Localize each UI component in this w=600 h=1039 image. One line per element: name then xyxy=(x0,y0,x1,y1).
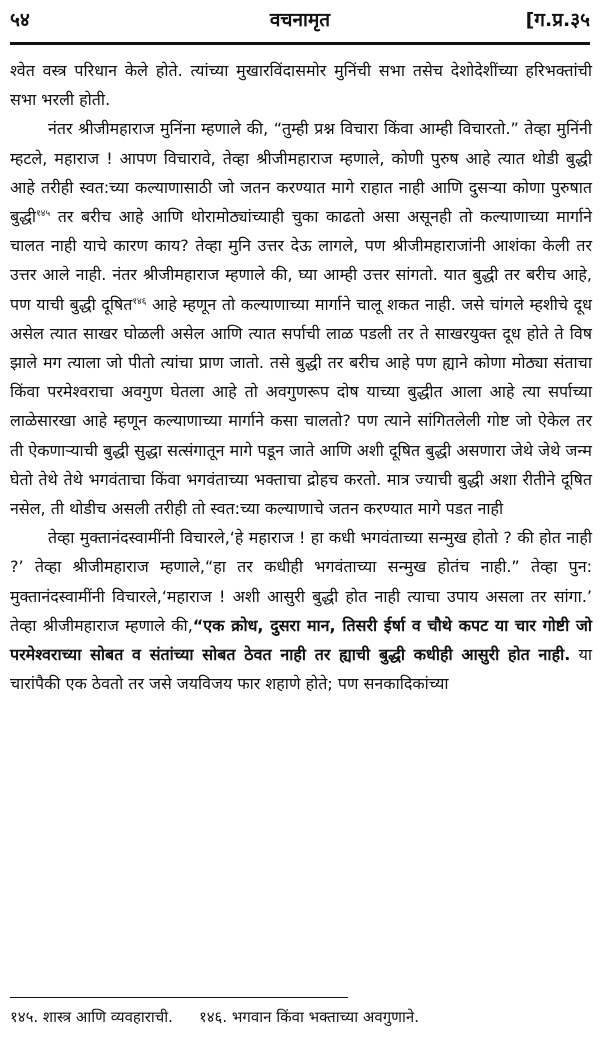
paragraph-text: या चारांपैकी एक ठेवतो तर जसे जयविजय फार शहाणे होते; पण सनकादिकांच्या xyxy=(10,645,592,694)
paragraph-text: नंतर श्रीजीमहाराज मुनिंना म्हणाले की, “तुम्ही प्रश्न विचारा किंवा आम्ही विचारतो.” तेव्हा मुनिंनी म्हटले, महाराज ! आपण विचारावे, तेव्हा श्रीजीमहाराज म्हणाले, कोणी पुरुष आहे त्यात थोडी बुद्धी आहे तरीही स्वत:च्या कल्याणासाठी जो जतन करण्यात मागे राहात नाही आणि दुसऱ्या कोणा पुरुषात बुद्धी xyxy=(10,119,592,227)
footnote: १४६. भगवान किंवा भक्ताच्या अवगुणाने. xyxy=(198,1008,419,1026)
footnote-rule xyxy=(10,997,348,998)
bold-text: “एक क्रोध, दुसरा मान, तिसरी ईर्षा व चौथे कपट या चार गोष्टी जो परमेश्वराच्या सोबत व संतांच्या सोबत ठेवत नाही तर ह्याची बुद्धी कधीही आसुरी होत नाही. xyxy=(10,615,592,665)
paragraph-text: तेव्हा मुक्तानंदस्वामींनी विचारले,‘हे महाराज ! हा कधी भगवंताच्या सन्मुख होतो ? की होत नाही ?’ तेव्हा श्रीजीमहाराज म्हणाले,“हा तर कधीही भगवंताच्या सन्मुख होतंच नाही.” तेव्हा पुन: मुक्तानंदस्वामींनी विचारले,‘महाराज ! अशी आसुरी बुद्धी होत नाही त्याचा उपाय असला तर सांगा.’ तेव्हा श्रीजीमहाराज म्हणाले की, xyxy=(10,528,592,635)
body-text xyxy=(10,56,592,698)
chapter-reference: [ग.प्र.३५ xyxy=(525,9,590,31)
footnote-ref: १४६ xyxy=(132,296,147,307)
footnotes xyxy=(10,1007,590,1027)
paragraph-text: आहे म्हणून तो कल्याणाच्या मार्गाने चालू शकत नाही. जसे चांगले म्हशीचे दूध असेल त्यात साखर घोळली असेल आणि त्यात सर्पाची लाळ पडली तर ते साखरयुक्त दूध होते ते विष झाले मग त्याला जो पीतो त्यांचा प्राण जातो. तसे बुद्धी तर बरीच आहे पण ह्याने कोणा मोठ्या संताचा किंवा परमेश्वराचा अवगुण घेतला आहे तो अवगुणरूप दोष याच्या बुद्धीत आला आहे त्या सर्पाच्या लाळेसारखा आहे म्हणून कल्याणाच्या मार्गाने कसा चालतो? पण त्याने सांगितलेली गोष्ट जो ऐकेल तर ती ऐकणाऱ्याची बुद्धी सुद्धा सत्संगातून मागे पडून जाते आणि अशी दूषित बुद्धी असणारा जेथे जेथे जन्म घेतो तेथे तेथे भगवंताचा किंवा भगवंताच्या भक्ताचा द्रोहच करतो. मात्र ज्याची बुद्धी अशा रीतीने दूषित नसेल, ती थोडीच असली तरीही तो स्वत:च्या कल्याणाचे जतन करण्यात मागे पडत नाही xyxy=(10,294,593,519)
paragraph xyxy=(10,56,592,114)
paragraph-text: तर बरीच आहे आणि थोरामोठ्यांच्याही चुका काढतो असा असूनही तो कल्याणाच्या मार्गाने चालत नाही याचे कारण काय? तेव्हा मुनि उत्तर देऊ लागले, पण श्रीजीमहाराजांनी आशंका केली तर उत्तर आले नाही. नंतर श्रीजीमहाराज म्हणाले की, घ्या आम्ही उत्तर सांगतो. यात बुद्धी तर बरीच आहे, पण याची बुद्धी दूषित xyxy=(10,207,592,314)
footnote: १४५. शास्त्र आणि व्यवहाराची. xyxy=(10,1008,173,1026)
header-rule xyxy=(10,42,590,45)
page-title: वचनामृत xyxy=(269,9,331,31)
paragraph xyxy=(10,114,592,523)
page-number: ५४ xyxy=(10,9,30,31)
page-header xyxy=(10,4,590,44)
paragraph xyxy=(10,523,592,698)
paragraph-text: श्वेत वस्त्र परिधान केले होते. त्यांच्या मुखारविंदासमोर मुनिंची सभा तसेच देशोदेशींच्या हरिभक्तांची सभा भरली होती. xyxy=(10,61,592,110)
footnote-ref: १४५ xyxy=(36,209,51,220)
